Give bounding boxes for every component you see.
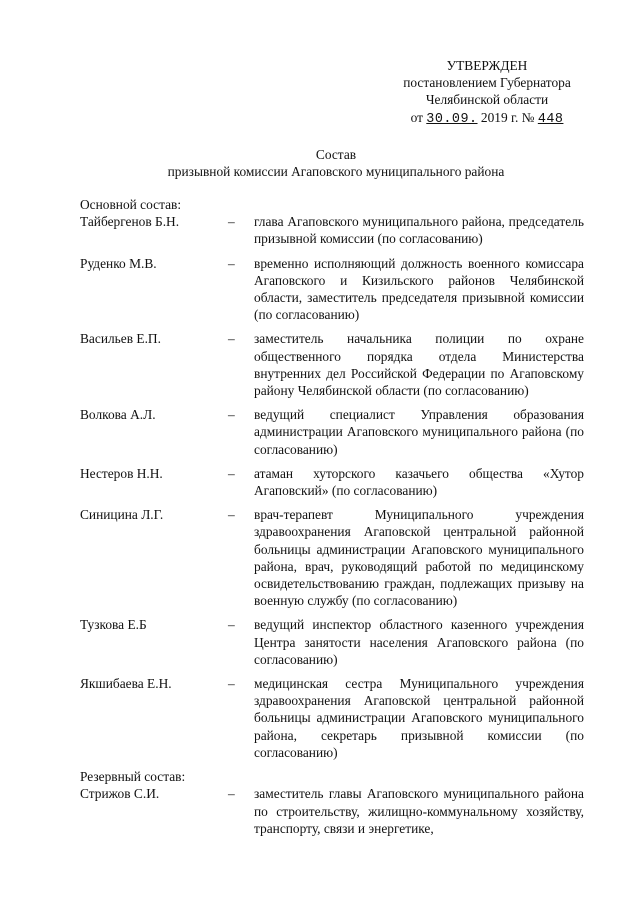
approval-date-line (382, 109, 592, 128)
member-name: Синицина Л.Г. (80, 507, 164, 523)
member-row (80, 616, 584, 668)
member-row (80, 213, 584, 247)
member-role: ведущий специалист Управления образования администрации Агаповского муниципального района (по согласованию) (254, 407, 584, 457)
member-dash: – (228, 786, 235, 802)
member-dash: – (228, 255, 235, 271)
approval-region: Челябинской области (425, 92, 549, 108)
member-name: Якшибаева Е.Н. (80, 676, 172, 692)
approval-resolution: постановлением Губернатора (403, 75, 571, 91)
member-row (80, 406, 584, 458)
document-subtitle: призывной комиссии Агаповского муниципального района (167, 164, 505, 180)
commission-list (80, 196, 584, 844)
member-dash: – (228, 214, 235, 230)
member-name: Васильев Е.П. (80, 331, 161, 347)
member-role: временно исполняющий должность военного комиссара Агаповского и Кизильского районов Челябинской области, заместитель председателя призывной комиссии (по согласованию) (254, 255, 584, 323)
reserve-members-list (80, 785, 584, 837)
member-role: глава Агаповского муниципального района, председатель призывной комиссии (по согласованию) (254, 214, 584, 247)
member-role: медицинская сестра Муниципального учреждения здравоохранения Агаповской центральной районной больницы администрации Агаповского муниципального района, секретарь призывной комиссии (по согласованию) (254, 676, 584, 760)
member-dash: – (228, 507, 235, 523)
member-dash: – (228, 617, 235, 633)
member-name: Нестеров Н.Н. (80, 465, 163, 481)
member-dash: – (228, 407, 235, 423)
member-row (80, 465, 584, 499)
approval-block (382, 57, 592, 128)
member-row (80, 675, 584, 761)
approval-number: 448 (537, 111, 564, 127)
approval-date-prefix: от (410, 109, 423, 125)
member-role: врач-терапевт Муниципального учреждения здравоохранения Агаповской центральной районной больницы администрации Агаповского муниципального района, врач, руководящий работой по медицинскому освидетельствованию граждан, подлежащих призыву на военную службу (по согласованию) (254, 507, 584, 609)
member-name: Тузкова Е.Б (80, 617, 147, 633)
member-name: Руденко М.В. (80, 255, 157, 271)
approval-date: 30.09. (426, 111, 478, 127)
member-name: Стрижов С.И. (80, 786, 160, 802)
member-dash: – (228, 676, 235, 692)
member-dash: – (228, 465, 235, 481)
approval-year-text: 2019 г. № (480, 109, 535, 125)
member-name: Тайбергенов Б.Н. (80, 214, 180, 230)
main-members-list (80, 213, 584, 761)
approval-title: УТВЕРЖДЕН (446, 58, 528, 73)
member-role: атаман хуторского казачьего общества «Хутор Агаповский» (по согласованию) (254, 465, 584, 499)
reserve-composition-label: Резервный состав: (80, 769, 186, 785)
document-title: Состав (315, 147, 357, 162)
member-role: заместитель начальника полиции по охране общественного порядка отдела Министерства внутренних дел Российской Федерации по Агаповскому району Челябинской области (по согласованию) (254, 331, 584, 399)
member-role: заместитель главы Агаповского муниципального района по строительству, жилищно-коммунальному хозяйству, транспорту, связи и энергетике, (254, 786, 584, 836)
member-row (80, 255, 584, 324)
member-dash: – (228, 331, 235, 347)
member-row (80, 506, 584, 609)
main-composition-label: Основной состав: (80, 197, 182, 212)
member-row (80, 785, 584, 837)
member-row (80, 330, 584, 399)
document-heading (80, 146, 592, 180)
member-name: Волкова А.Л. (80, 407, 156, 423)
member-role: ведущий инспектор областного казенного учреждения Центра занятости населения Агаповского района (по согласованию) (254, 617, 584, 667)
